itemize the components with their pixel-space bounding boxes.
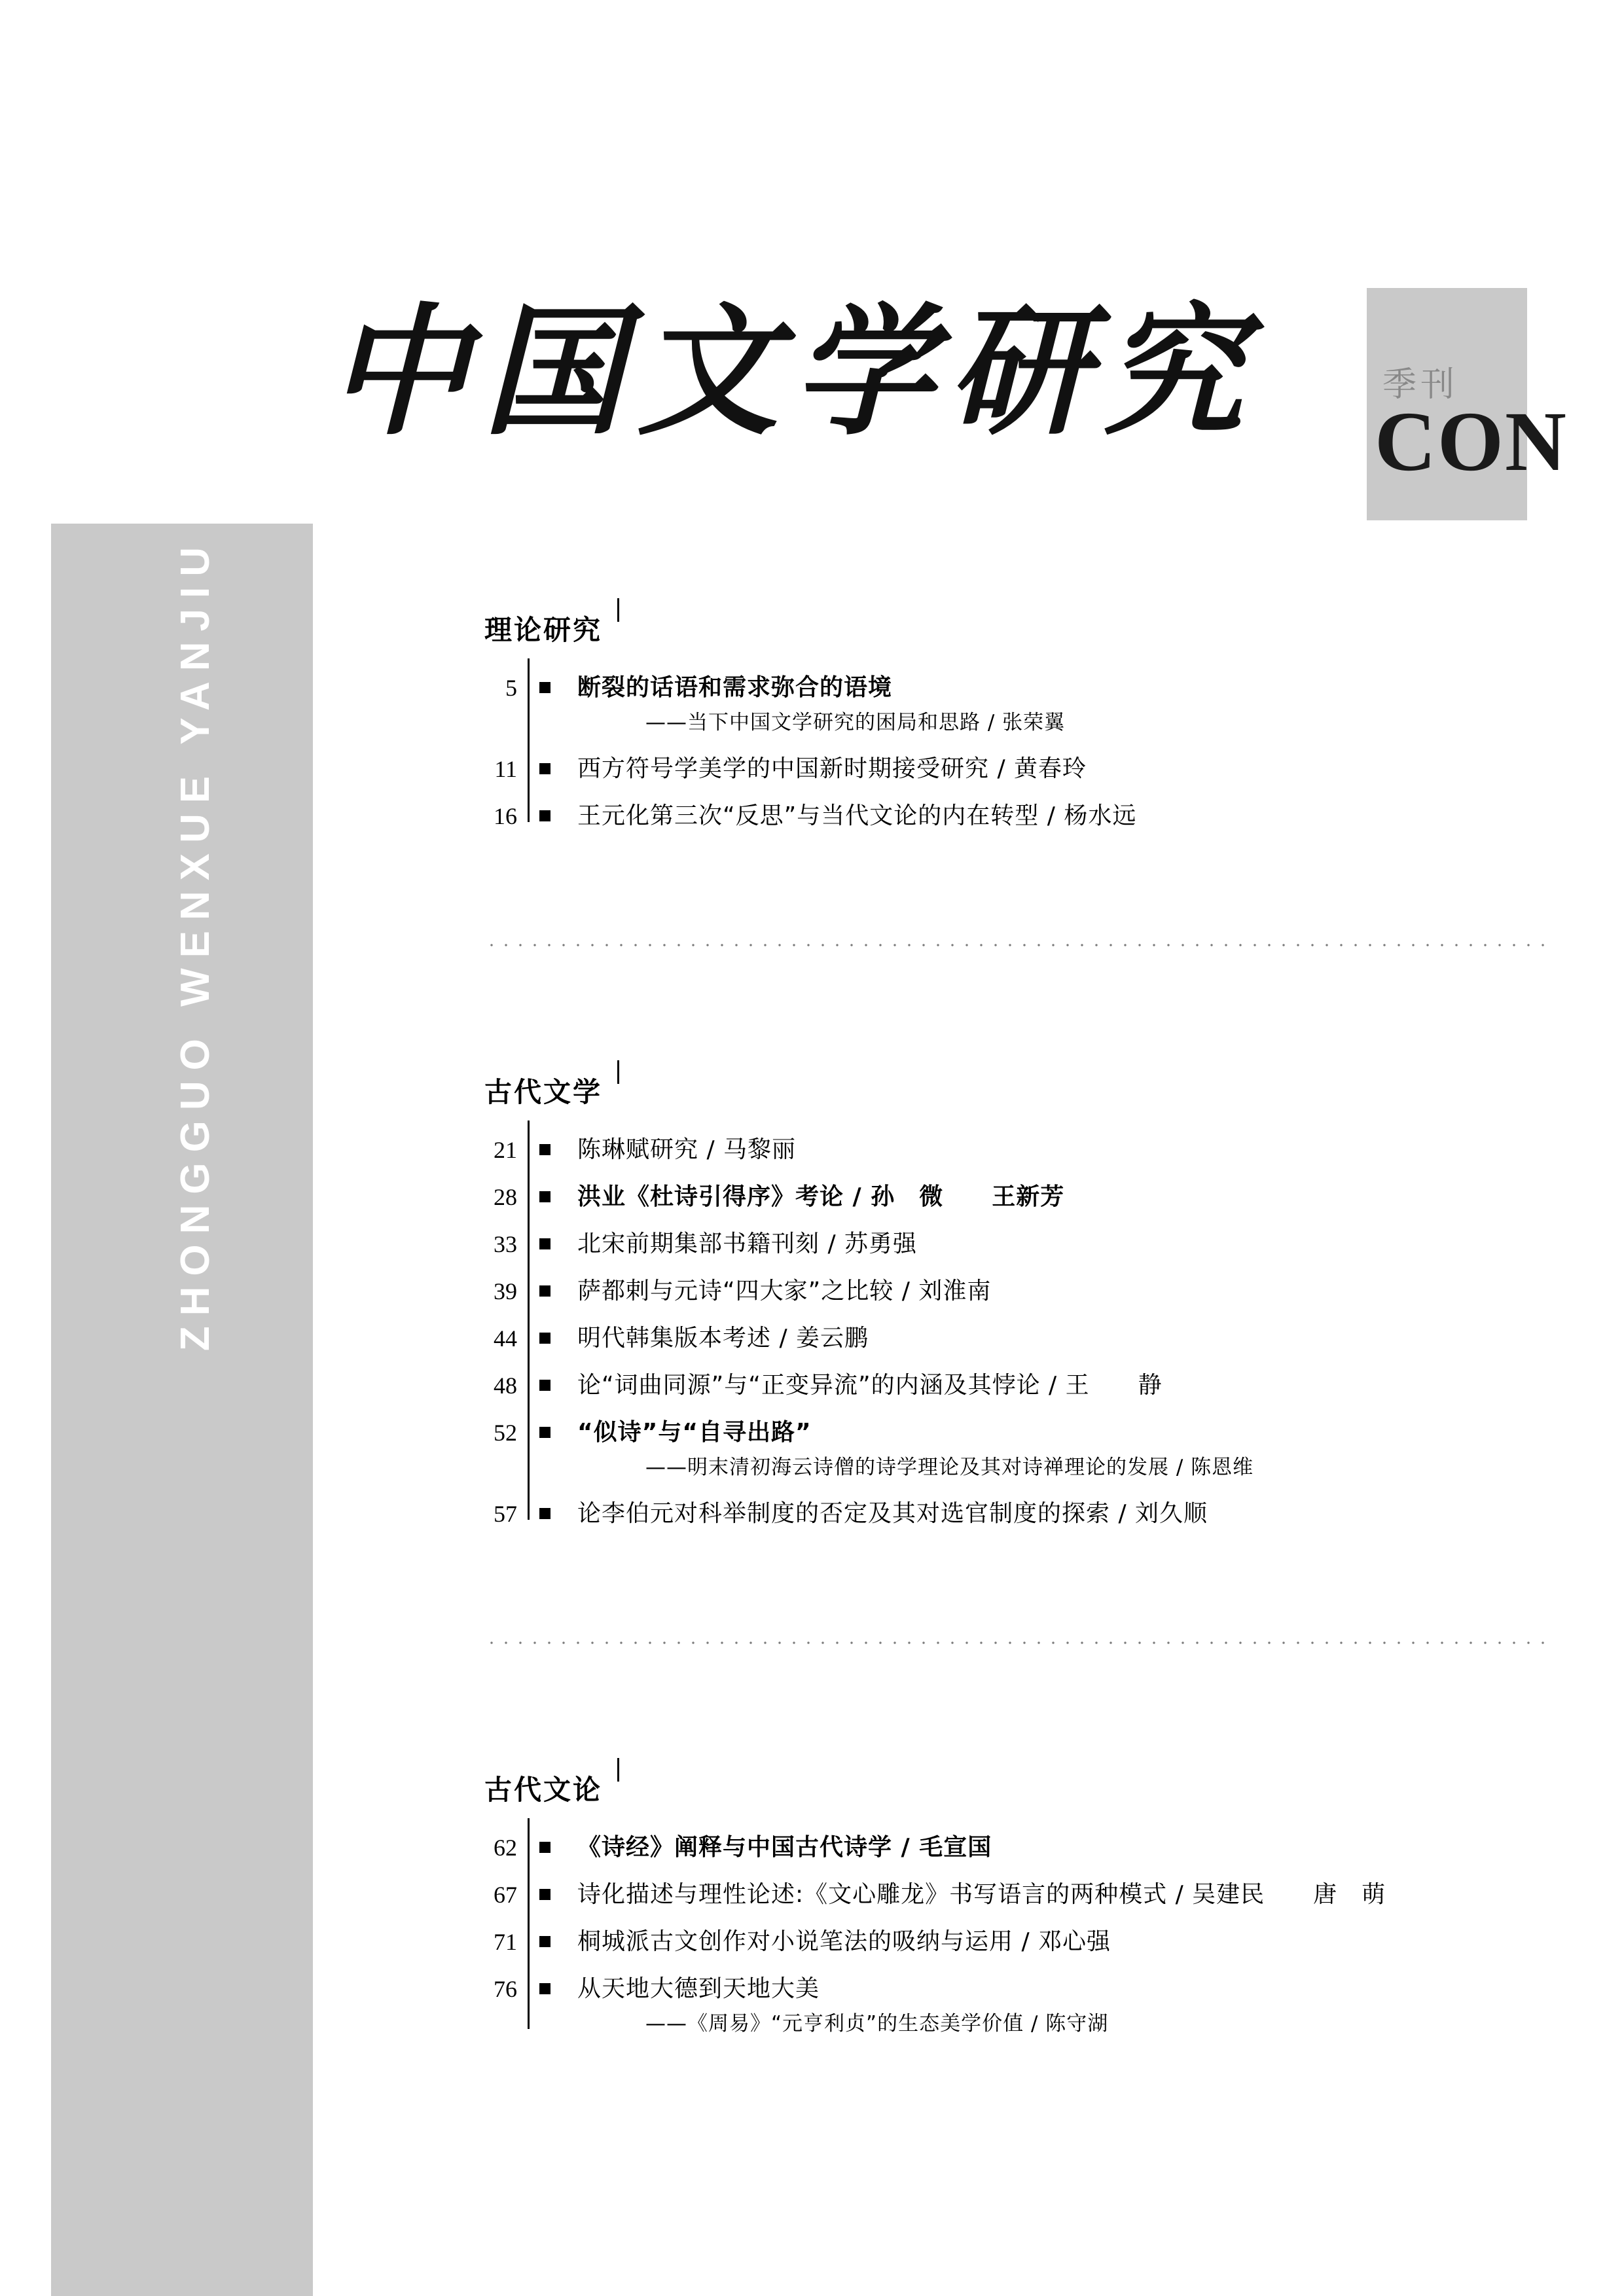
contents-label: CON [1375, 395, 1568, 489]
toc-entry[interactable] [484, 670, 1545, 740]
section-title: 古代文学 [484, 1076, 603, 1108]
square-bullet-icon [528, 1830, 554, 1865]
entry-body [554, 1227, 1545, 1262]
entry-title: 陈琳赋研究 / 马黎丽 [577, 1136, 797, 1163]
entry-title: 诗化描述与理性论述:《文心雕龙》书写语言的两种模式 / 吴建民 唐 萌 [577, 1881, 1386, 1908]
entry-body [554, 1877, 1545, 1912]
toc-entry[interactable] [484, 1971, 1545, 2041]
entry-subtitle: ——当下中国文学研究的困局和思路 / 张荣翼 [645, 711, 1066, 734]
section-header [484, 1768, 619, 1808]
section-title: 古代文论 [484, 1774, 603, 1806]
entry-body [554, 1971, 1545, 2041]
entry-page-number: 48 [494, 1372, 517, 1399]
entry-title: 论李伯元对科举制度的否定及其对选官制度的探索 / 刘久顺 [577, 1500, 1208, 1527]
entry-title: 西方符号学美学的中国新时期接受研究 / 黄春玲 [577, 755, 1087, 782]
entry-body [554, 1179, 1545, 1215]
spacer [484, 846, 1545, 944]
section-entries [484, 670, 1545, 834]
entry-body [554, 798, 1545, 834]
toc-section [484, 609, 1545, 834]
toc-entry[interactable] [484, 1415, 1545, 1484]
entry-title: 桐城派古文创作对小说笔法的吸纳与运用 / 邓心强 [577, 1928, 1111, 1955]
entry-body [554, 751, 1545, 787]
square-bullet-icon [528, 1415, 554, 1450]
entry-title: 断裂的话语和需求弥合的语境 [577, 674, 893, 701]
entry-page-number: 67 [494, 1882, 517, 1908]
toc-entry[interactable] [484, 1227, 1545, 1262]
spacer [484, 1543, 1545, 1641]
entry-page-number: 16 [494, 803, 517, 829]
entry-page-number: 57 [494, 1501, 517, 1527]
square-bullet-icon [528, 1971, 554, 2007]
entry-title: 《诗经》阐释与中国古代诗学 / 毛宣国 [577, 1834, 992, 1861]
entry-body [554, 1274, 1545, 1309]
toc-entry[interactable] [484, 1132, 1545, 1168]
entry-title: 从天地大德到天地大美 [577, 1975, 820, 2002]
band-pinyin-text: ZHONGGUO WENXUE YANJIU [172, 537, 218, 1352]
entry-title: 萨都剌与元诗“四大家”之比较 / 刘淮南 [577, 1278, 992, 1304]
section-header [484, 609, 619, 648]
square-bullet-icon [528, 670, 554, 706]
masthead [327, 289, 1571, 530]
journal-title: 中国文学研究 [327, 289, 1258, 454]
toc-entry[interactable] [484, 1368, 1545, 1403]
toc-entry[interactable] [484, 1496, 1545, 1532]
entry-page-number: 62 [494, 1835, 517, 1861]
square-bullet-icon [528, 1924, 554, 1960]
band-pinyin-wrapper [51, 524, 313, 2296]
entry-page-number: 52 [494, 1420, 517, 1446]
entry-body [554, 1830, 1545, 1865]
entry-body [554, 1132, 1545, 1168]
section-entries [484, 1132, 1545, 1532]
entry-title: 论“词曲同源”与“正变异流”的内涵及其悖论 / 王 静 [577, 1372, 1163, 1399]
section-header [484, 1071, 619, 1110]
toc-entry[interactable] [484, 1179, 1545, 1215]
toc-section [484, 1768, 1545, 2041]
square-bullet-icon [528, 798, 554, 834]
entry-title: 北宋前期集部书籍刊刻 / 苏勇强 [577, 1230, 918, 1257]
entry-page-number: 11 [494, 756, 517, 782]
square-bullet-icon [528, 1179, 554, 1215]
section-entries [484, 1830, 1545, 2041]
quarterly-label: 季刊 [1382, 365, 1459, 404]
entry-page-number: 28 [494, 1184, 517, 1210]
toc-entry[interactable] [484, 798, 1545, 834]
entry-title: 洪业《杜诗引得序》考论 / 孙 微 王新芳 [577, 1183, 1065, 1210]
square-bullet-icon [528, 1496, 554, 1532]
toc-entry[interactable] [484, 1924, 1545, 1960]
entry-page-number: 39 [494, 1278, 517, 1304]
square-bullet-icon [528, 1877, 554, 1912]
entry-page-number: 21 [494, 1137, 517, 1163]
entry-title: 明代韩集版本考述 / 姜云鹏 [577, 1325, 869, 1352]
toc-entry[interactable] [484, 1877, 1545, 1912]
spacer [484, 946, 1545, 1071]
spacer [484, 1644, 1545, 1768]
entry-page-number: 33 [494, 1231, 517, 1257]
entry-page-number: 5 [505, 675, 517, 701]
entry-page-number: 44 [494, 1325, 517, 1352]
entry-body [554, 1415, 1545, 1484]
entry-body [554, 670, 1545, 740]
entry-title: “似诗”与“自寻出路” [577, 1419, 812, 1446]
section-title: 理论研究 [484, 614, 603, 646]
entry-body [554, 1496, 1545, 1532]
entry-page-number: 76 [494, 1976, 517, 2002]
table-of-contents [484, 609, 1545, 2053]
entry-page-number: 71 [494, 1929, 517, 1955]
toc-entry[interactable] [484, 1274, 1545, 1309]
toc-entry[interactable] [484, 751, 1545, 787]
entry-subtitle: ——《周易》“元亨利贞”的生态美学价值 / 陈守湖 [645, 2012, 1109, 2036]
square-bullet-icon [528, 1368, 554, 1403]
entry-body [554, 1321, 1545, 1356]
toc-entry[interactable] [484, 1321, 1545, 1356]
entry-subtitle: ——明末清初海云诗僧的诗学理论及其对诗禅理论的发展 / 陈恩维 [645, 1456, 1254, 1479]
square-bullet-icon [528, 1274, 554, 1309]
entry-title: 王元化第三次“反思”与当代文论的内在转型 / 杨水远 [577, 802, 1137, 829]
toc-entry[interactable] [484, 1830, 1545, 1865]
entry-body [554, 1368, 1545, 1403]
entry-body [554, 1924, 1545, 1960]
square-bullet-icon [528, 1132, 554, 1168]
square-bullet-icon [528, 1321, 554, 1356]
square-bullet-icon [528, 1227, 554, 1262]
square-bullet-icon [528, 751, 554, 787]
toc-section [484, 1071, 1545, 1532]
